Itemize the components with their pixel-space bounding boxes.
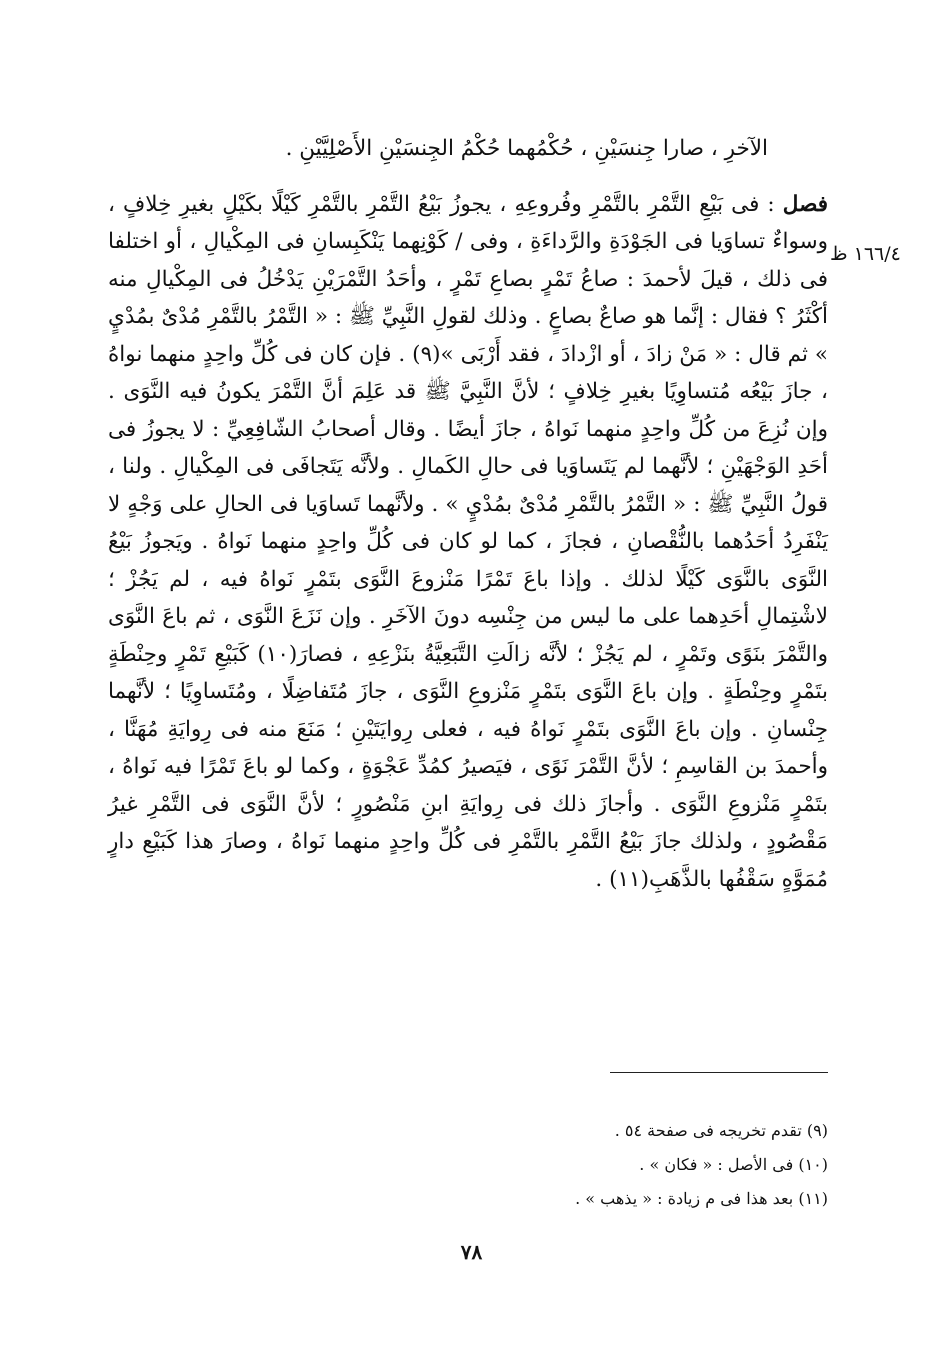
main-text-block: [108, 130, 828, 898]
page-number: ٧٨: [460, 1240, 483, 1264]
section-heading: فصل: [782, 191, 828, 217]
footnote-10: (١٠) فى الأصل : « فكان » .: [639, 1155, 828, 1174]
continuation-line: الآخرِ ، صارا جِنسَيْنِ ، حُكْمُهما حُكْمُ الجِنسَيْنِ الأَصْلِيَّيْنِ .: [285, 136, 768, 161]
section-paragraph: [108, 186, 828, 899]
footnote-11: (١١) بعد هذا فى م زيادة : « يذهب » .: [575, 1189, 828, 1208]
footnote-separator: [610, 1072, 828, 1073]
section-body: : فى بَيْعِ التَّمْرِ بالتَّمْرِ وفُروعِهِ ، يجوزُ بَيْعُ التَّمْرِ بالتَّمْرِ كَيْلًا بكَيْلٍ بغيرِ خِلافٍ ، وسواءٌ تساوَيا فى الجَوْدَةِ والرَّداءَةِ ، وفى / كَوْنِهما يَنْكَبِسانِ فى المِكْيالِ ، أو اختلفا فى ذلك ، قيلَ لأحمدَ : صاعُ تَمْرٍ بصاعِ تَمْرٍ ، وأحَدُ التَّمْرَيْنِ يَدْخُلُ فى المِكْيالِ منه أكْثَرُ ؟ فقال : إنَّما هو صاعٌ بصاعٍ . وذلك لقولِ النَّبِيِّ ﷺ : « التَّمْرُ بالتَّمْرِ مُدْىٌ بمُدْيٍ » ثم قال : « مَنْ زادَ ، أو ازْدادَ ، فقد أَرْبَى »(٩) . فإن كان فى كُلِّ واحِدٍ منهما نواهُ ، جازَ بَيْعُه مُتساوِيًا بغيرِ خِلافٍ ؛ لأنَّ النَّبِيَّ ﷺ قد عَلِمَ أنَّ التَّمْرَ يكونُ فيه النَّوَى . وإن نُزِعَ من كُلِّ واحِدٍ منهما نَواهُ ، جازَ أيضًا . وقال أصحابُ الشّافِعِيِّ : لا يجوزُ فى أحَدِ الوَجْهَيْنِ ؛ لأنَّهما لم يَتَساوَيا فى حالِ الكَمالِ . ولأنَّه يَتَجافَى فى المِكْيالِ . ولنا ، قولُ النَّبِيِّ ﷺ : « التَّمْرُ بالتَّمْرِ مُدْىٌ بمُدْيٍ » . ولأنَّهما تَساوَيا فى الحالِ على وَجْهٍ لا يَنْفَرِدُ أحَدُهما بالنُّقْصانِ ، فجازَ ، كما لو كان فى كُلِّ واحِدٍ منهما نَواهُ . ويَجوزُ بَيْعُ النَّوَى بالنَّوَى كَيْلًا لذلك . وإذا باعَ تَمْرًا مَنْزوعَ النَّوَى بتَمْرٍ نَواهُ فيه ، لم يَجُزْ ؛ لاشْتِمالِ أحَدِهما على ما ليس من جِنْسِه دونَ الآخَرِ . وإن نَزَعَ النَّوَى ، ثم باعَ النَّوَى والتَّمْرَ بنَوًى وتَمْرٍ ، لم يَجُزْ ؛ لأنَّه زالَتِ التَّبَعِيَّةُ بنَزْعِهِ ، فصارَ(١٠) كَبَيْعِ تَمْرٍ وحِنْطَةٍ بتَمْرٍ وحِنْطَةٍ . وإن باعَ النَّوَى بتَمْرٍ مَنْزوعِ النَّوَى ، جازَ مُتَفاضِلًا ، ومُتَساوِيًا ؛ لأنَّهما جِنْسانِ . وإن باعَ النَّوَى بتَمْرٍ نَواهُ فيه ، فعلى رِوايَتَيْنِ ؛ مَنَعَ منه فى رِوايَةِ مُهَنَّا ، وأحمدَ بن القاسِمِ ؛ لأنَّ التَّمْرَ نَوًى ، فيَصيرُ كمُدِّ عَجْوَةٍ ، وكما لو باعَ تَمْرًا فيه نَواهُ ، بتَمْرٍ مَنْزوعِ النَّوَى . وأجازَ ذلك فى رِوايَةِ ابنِ مَنْصُورٍ ؛ لأنَّ النَّوَى فى التَّمْرِ غيرُ مَقْصُودٍ ، ولذلك جازَ بَيْعُ التَّمْرِ بالتَّمْرِ فى كُلِّ واحِدٍ منهما نَواهُ ، وصارَ هذا كَبَيْعِ دارٍ مُمَوَّهٍ سَقْفُها بالذَّهَبِ(١١) .: [108, 191, 828, 892]
margin-manuscript-reference: ١٦٦/٤ ظ: [830, 243, 901, 265]
footnotes: [300, 1114, 828, 1216]
footnote-9: (٩) تقدم تخريجه فى صفحة ٥٤ .: [614, 1121, 828, 1140]
